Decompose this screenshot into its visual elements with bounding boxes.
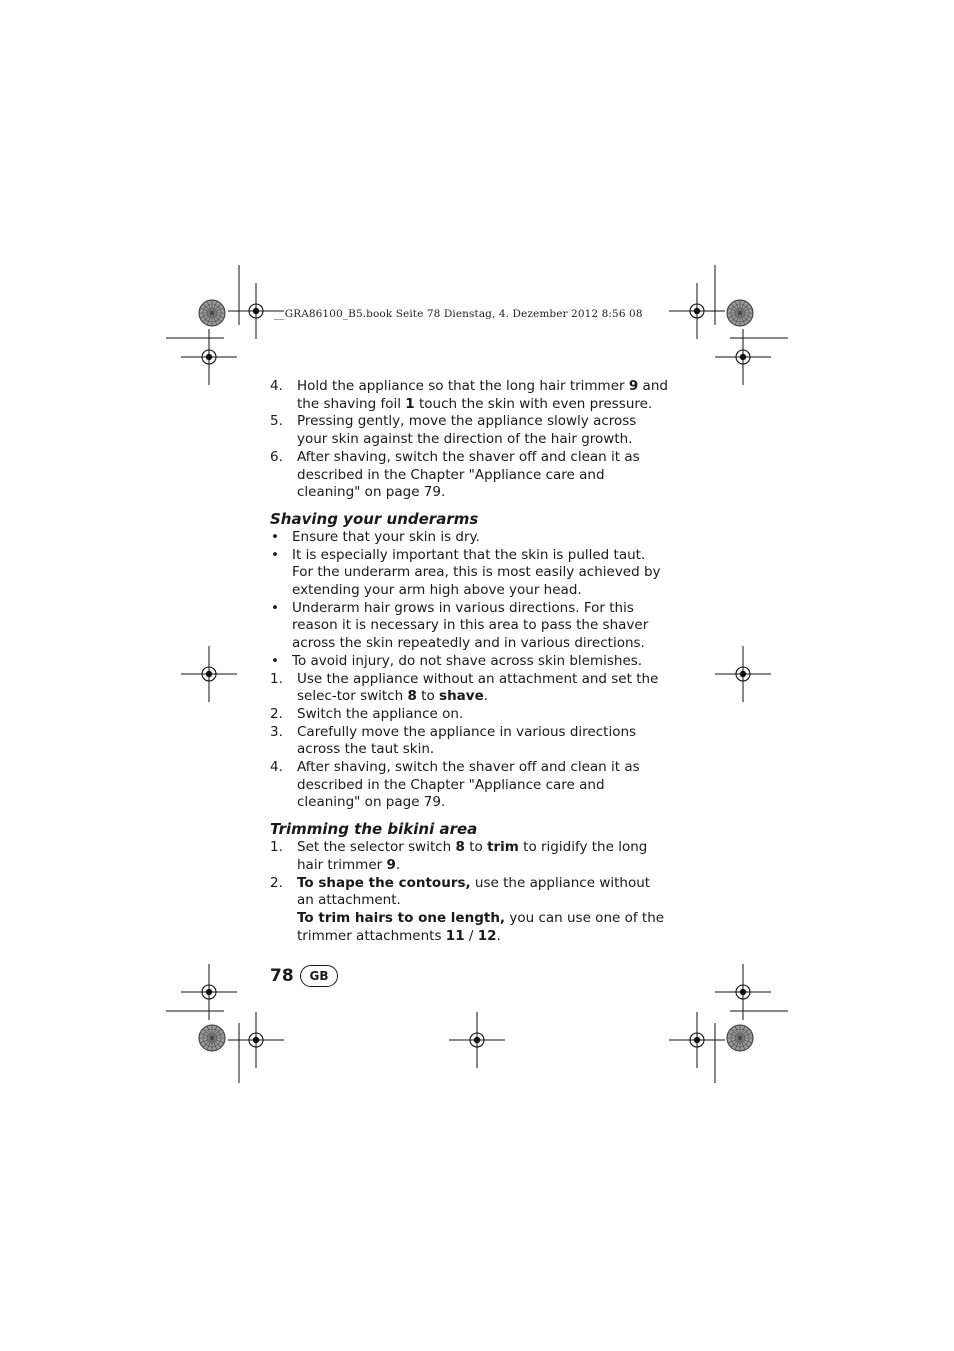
language-badge: GB: [300, 965, 338, 987]
step-item: 1. Set the selector switch 8 to trim to rigidify the long hair trimmer 9.: [270, 839, 648, 873]
registration-mark-icon: [228, 1012, 284, 1068]
main-content: [270, 378, 670, 945]
bullet-icon: •: [271, 546, 279, 563]
bullet-icon: •: [271, 599, 279, 616]
registration-mark-icon: [669, 1012, 725, 1068]
registration-mark-icon: [181, 646, 237, 702]
registration-mark-icon: [715, 964, 771, 1020]
page-number: 78: [270, 966, 294, 986]
section-heading: Shaving your underarms: [270, 509, 479, 528]
bullet-icon: •: [271, 652, 279, 669]
step-item: 6. After shaving, switch the shaver off and clean it as described in the Chapter "Appliance care and cleaning" on page 79.: [270, 448, 640, 501]
print-slug: __GRA86100_B5.book Seite 78 Dienstag, 4. Dezember 2012 8:56 08: [274, 308, 643, 320]
color-target-icon: [727, 1025, 753, 1051]
registration-mark-icon: [181, 964, 237, 1020]
registration-mark-icon: [449, 1012, 505, 1068]
section-heading: Trimming the bikini area: [270, 820, 478, 839]
step-item: 5. Pressing gently, move the appliance slowly across your skin against the direction of the hair growth.: [270, 413, 637, 448]
step-item: 4. After shaving, switch the shaver off and clean it as described in the Chapter "Appliance care and cleaning" on page 79.: [270, 759, 640, 811]
step-item: 4. Hold the appliance so that the long hair trimmer 9 and the shaving foil 1 touch the skin with even pressure.: [270, 378, 668, 412]
bullet-item: • To avoid injury, do not shave across skin blemishes.: [271, 652, 643, 669]
color-target-icon: [199, 300, 225, 326]
registration-mark-icon: [715, 329, 771, 385]
registration-mark-icon: [181, 329, 237, 385]
bullet-item: • Underarm hair grows in various directions. For this reason it is necessary in this area to pass the shaver across the skin repeatedly and in various directions.: [271, 599, 649, 652]
step-item: 3. Carefully move the appliance in various directions across the taut skin.: [270, 723, 637, 758]
bullet-item: • Ensure that your skin is dry.: [271, 528, 480, 545]
step-item: 2. To shape the contours, use the appliance without an attachment.: [270, 874, 651, 909]
registration-mark-icon: [669, 283, 725, 339]
step-item: 2. Switch the appliance on.: [270, 705, 464, 722]
registration-mark-icon: [715, 646, 771, 702]
step-continuation: To trim hairs to one length, you can use one of the trimmer attachments 11 / 12.: [297, 909, 665, 944]
bullet-icon: •: [271, 528, 279, 545]
color-target-icon: [199, 1025, 225, 1051]
bullet-item: • It is especially important that the skin is pulled taut. For the underarm area, this is most easily achieved by extending your arm high above your head.: [271, 546, 661, 599]
step-item: 1. Use the appliance without an attachment and set the selec-tor switch 8 to shave.: [270, 670, 659, 705]
color-target-icon: [727, 300, 753, 326]
